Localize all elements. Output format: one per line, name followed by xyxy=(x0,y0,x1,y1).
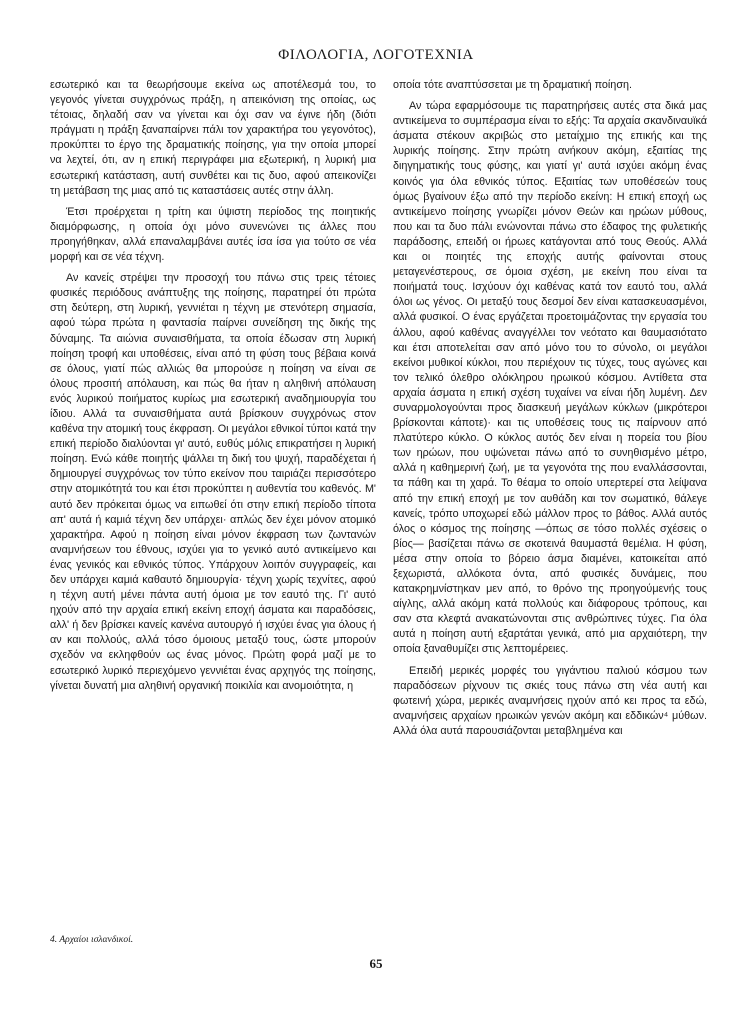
paragraph: Αν τώρα εφαρμόσουμε τις παρατηρήσεις αυτές στα δικά μας αντικείμενα το συμπέρασμα είναι το εξής: Τα αρχαία σκανδιναυϊκά άσματα στέκουν ακριβώς στο μεταίχμιο της επικής και της λυρικής ποίησης. Στην πρώτη ανήκουν ακόμη, εξαιτίας της διηγηματικής τους φύσης, και γιατί γι' αυτά ισχύει ακόμη ένας κοινός για όλα εθνικός τύπος. Εξαιτίας των υποθέσεών τους όμως βγαίνουν έξω από την περίοδο εκείνη: Η επική εποχή ως αντικείμενο ποίησης γνωρίζει μόνον Θεών και ηρώων μύθους, που και τα δυο πάλι ενώνονται πάνω στο έδαφος της φυλετικής παράδοσης, επειδή οι ήρωες κατάγονται από τους Θεούς. Αλλά και οι ποιητές της εποχής αυτής φαίνονται στους μεταγενέστερους, σε όμοια σχέση, με εκείνη που είναι τα ποιήματά τους. Ισχύουν όχι καθένας κατά τον εαυτό του, αλλά όλοι ως γένος. Οι μεταξύ τους δεσμοί δεν είναι κατασκευασμένοι, αλλά φυσικοί. Ο ένας εργάζεται προετοιμάζοντας την εργασία του άλλου, αφού καθένας αναγγέλλει τον νεότατο και θαυμασιότατο και έτσι αποτελείται σαν από μόνο του το σύνολο, οι μεγάλοι εκείνοι μυθικοί κύκλοι, που περιέχουν τις τύχες, τους αγώνες και τον τελικό όλεθρο ολόκληρου ηρωικού κόσμου. Αντίθετα στα αρχαία άσματα η επική σχέση τυχαίνει να είναι ήδη λυμένη. Δεν συναρμολογούνται προς διασκευή μεγάλων κύκλων (μικρότεροι βρίσκονται κάποτε)· και τις υποθέσεις τους τις παίρνουν από πλατύτερο κύκλο. Ο κύκλος αυτός δεν είναι η πορεία του βίου των ηρώων, που υψώνεται πάνω από το συνηθισμένο μέτρο, αλλά η καθημερινή ζωή, με τα γεγονότα της που εναλλάσσονται, τα πάθη και τη χαρά. Το θέαμα το οποίο υπερτερεί στα λείψανα από την επική εποχή με τον αυθάδη και τον σωματικό, θάλεγε κανείς, τρόπο υποχωρεί εδώ μάλλον προς το βάθος. Αλλά αυτός όλος ο κόσμος της ποίησης —όπως σε τόσο πολλές σχέσεις ο βίος— βασίζεται πάνω σε σκοτεινά θαυμαστά θεμέλια. Η φύση, μέσα στην οποία το βόρειο άσμα διαμένει, κατοικείται από ξεχωριστά, αλλόκοτα όντα, από φυσικές δυνάμεις, που κατακρημνίστηκαν μεν από, το θρόνο της προηγούμενής τους αίγλης, αλλά ακόμη κατά πολλούς και διάφορους τρόπους, και σαν στα κλεφτά ανακατώνονται στις ανθρώπινες τύχες. Για όλα αυτά η ποίηση αυτή εξαρτάται γενικά, από μια αρχαιότερη, την οποία ξαναθυμίζει στις λεπτομέρειες. xyxy=(393,100,707,656)
paragraph: Αν κανείς στρέψει την προσοχή του πάνω στις τρεις τέτοιες φυσικές περιόδους ανάπτυξης της ποίησης, παρατηρεί ότι πρώτα στη δεύτερη, στη λυρική, γεννιέται η τέχνη με στενότερη σημασία, αφού τώρα πρώτα η φαντασία παίρνει συνείδηση της δικής της δύναμης. Τα αιώνια συναισθήματα, τα οποία έδωσαν στη λυρική ποίηση τροφή και υποθέσεις, είναι από τη φύση τους βέβαια κοινά σε όλους, γιατί πώς αλλιώς θα μπορούσε η ποίηση να είναι σε όλους προσιτή απόλαυση, και πώς θα ήταν η αληθινή απόλαυση ενός λυρικού ποιήματος κυρίως μια εσωτερική αναδημιουργία του ίδιου. Αλλά τα συναισθήματα αυτά βρίσκουν συγχρόνως στον καθένα την ατομική τους έκφραση. Οι μεγάλοι εθνικοί τύποι κατά την επική περίοδο διαλύονται γι' αυτό, ευθύς μόλις επικρατήσει η λυρική ποίηση. Ενώ κάθε ποιητής ψάλλει τη δική του ψυχή, παραδέχεται ή δημιουργεί συγχρόνως τον τύπο εκείνον που ταιριάζει περισσότερο στην ατομικότητά του και έτσι προκύπτει η αυθεντία του καθενός. Μ' αυτό δεν πρόκειται όμως να ειπωθεί ότι στην επική περίοδο τίποτα απ' αυτά ή καμιά τέχνη δεν υπάρχει· απλώς δεν έχει μόνον ατομικό χαρακτήρα. Αφού η ποίηση είναι μόνον έκφραση των ζωντανών αναμνήσεων του έθνους, ισχύει για το γενικό αυτό αντικείμενο και ένας γενικός και εθνικός τύπος. Υπάρχουν λοιπόν συγγραφείς, και δεν υπάρχει καμιά καθαυτό δημιουργία· τέχνη χωρίς τεχνίτες, αφού η τέχνη αυτή μένει πάντα αυτή όμοια με τον εαυτό της. Γι' αυτό ηχούν από την αρχαία επική εκείνη εποχή άσματα και παραδόσεις, αλλ' ή δεν βρίσκει κανείς κανένα αυτουργό ή ισχύει ένας για όλους ή αν και πολλούς, αλλά τόσο όμοιους μεταξύ τους, ώστε μπορούν σχεδόν να εκληφθούν ως ένας μόνος. Πρώτη φορά μαζί με το εσωτερικό λυρικό περιεχόμενο γεννιέται ένας αρχηγός της ποίησης, γίνεται δυνατή μια αληθινή οργανική ποικιλία και ανομοιότητα, η xyxy=(50,272,376,692)
page-number: 65 xyxy=(369,956,383,971)
left-column xyxy=(50,78,376,694)
header-title: ΦΙΛΟΛΟΓΙΑ, ΛΟΓΟΤΕΧΝΙΑ xyxy=(278,47,474,63)
paragraph: οποία τότε αναπτύσσεται με τη δραματική ποίηση. xyxy=(393,79,632,91)
footnote: 4. Αρχαίοι ισλανδικοί. xyxy=(50,935,134,945)
running-header xyxy=(0,44,752,64)
paragraph: Έτσι προέρχεται η τρίτη και ύψιστη περίοδος της ποιητικής διαμόρφωσης, η οποία όχι μόνο συνενώνει τις άλλες που προηγήθηκαν, αλλά επαναλαμβάνει αυτές ίσα ίσα για τούτο σε νέα μορφή και σε νέα τέχνη. xyxy=(50,205,376,264)
paragraph: εσωτερικό και τα θεωρήσουμε εκείνα ως αποτέλεσμά του, το γεγονός γίνεται συγχρόνως πράξη, η απεικόνιση της οποίας, ως τέτοιας, δηλαδή σαν να γίνεται και όχι σαν να έγινε ήδη (διότι πράγματι η πράξη ξαναπαίρνει πάλι τον χαρακτήρα του γεγονότος), προκύπτει το έργο της δραματικής ποίησης, για την οποία μπορεί να λεχτεί, ότι, αν η επική περιγράφει μια εξωτερική, η λυρική μια εσωτερική κατάσταση, αυτή συνθέτει και τις δυο, αφού απεικονίζει τη μετάβαση της μιας από τις καταστάσεις αυτές στην άλλη. xyxy=(50,79,376,197)
right-column xyxy=(393,78,707,739)
paragraph: Επειδή μερικές μορφές του γιγάντιου παλιού κόσμου των παραδόσεων ρίχνουν τις σκιές τους πάνω στη νέα αυτή και φωτεινή χώρα, μερικές αναμνήσεις ηχούν από κει προς τα εδώ, αναμνήσεις αρχαίων ηρωικών γενών ακόμη και εδδικών⁴ μύθων. Αλλά όλα αυτά παρουσιάζονται μεταβλημένα και xyxy=(393,664,707,737)
